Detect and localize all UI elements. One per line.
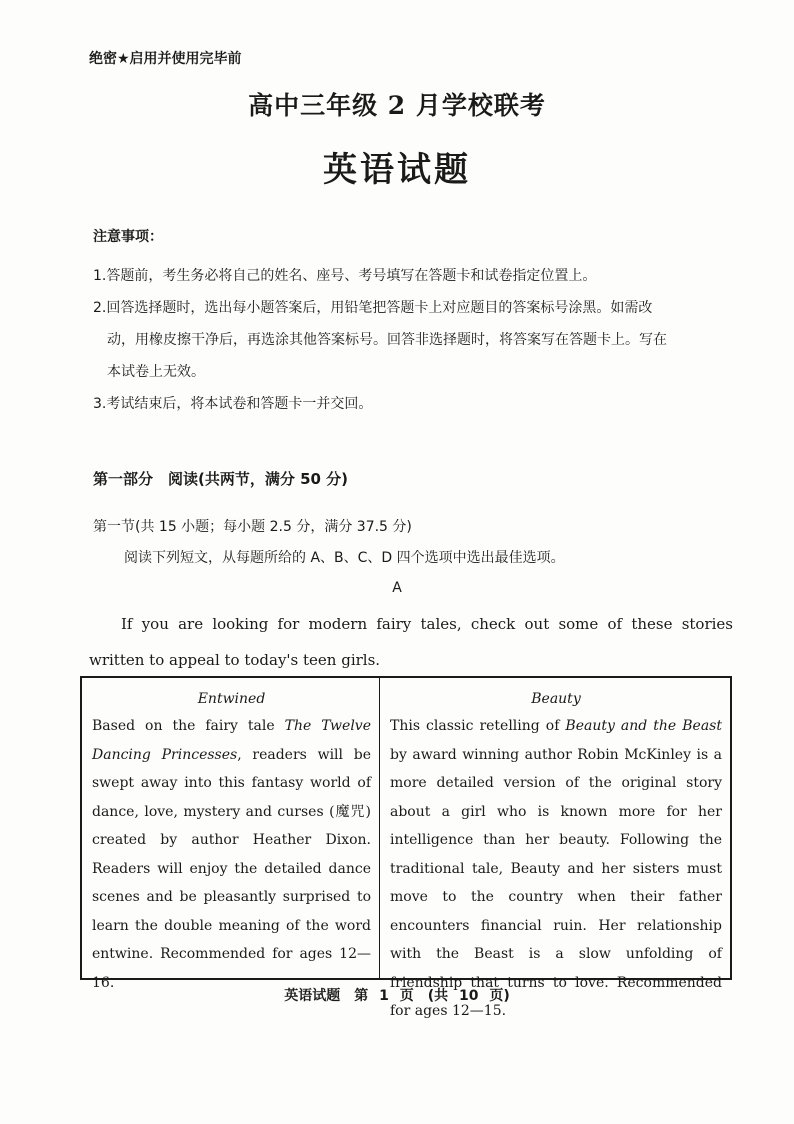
page-footer: 英语试题 第 1 页 (共 10 页) <box>284 988 510 1004</box>
book-cell-entwined <box>82 678 380 991</box>
notice-item-text: 3.考试结束后，将本试卷和答题卡一并交回。 <box>93 396 373 412</box>
book-description-text: , readers will be swept away into this fantasy world of dance, love, mystery and curses (魔咒) created by author Heather Dixon. Readers will enjoy the detailed dance scenes and be pleasantly surprised to learn the double meaning of the word entwine. Recommended for ages 12—16. <box>92 746 371 991</box>
notice-item-text: 2.回答选择题时，选出每小题答案后，用铅笔把答题卡上对应题目的答案标号涂黑。如需改 <box>93 300 653 316</box>
book-description-text: This classic retelling of <box>390 718 566 734</box>
part-heading: 第一部分 阅读(共两节，满分 50 分) <box>93 470 349 488</box>
notice-block <box>93 226 743 420</box>
notice-item <box>93 388 743 420</box>
section-heading: 第一节(共 15 小题；每小题 2.5 分，满分 37.5 分) <box>93 519 412 535</box>
book-description <box>390 712 722 1026</box>
notice-item <box>93 292 743 388</box>
notice-item <box>93 260 743 292</box>
book-source-title: Beauty and the Beast <box>565 718 722 734</box>
notice-heading: 注意事项： <box>93 229 163 245</box>
notice-item-text: 1.答题前，考生务必将自己的姓名、座号、考号填写在答题卡和试卷指定位置上。 <box>93 268 597 284</box>
notice-item-continuation: 本试卷上无效。 <box>107 364 205 380</box>
section-instruction: 阅读下列短文，从每题所给的 A、B、C、D 四个选项中选出最佳选项。 <box>124 550 565 566</box>
book-title: Beauty <box>531 691 581 707</box>
passage-letter: A <box>392 580 402 596</box>
exam-title: 高中三年级 2 月学校联考 <box>248 91 546 120</box>
book-title: Entwined <box>197 691 266 707</box>
book-source-title: The Twelve Dancing Princesses <box>92 718 371 763</box>
subject-title: 英语试题 <box>323 150 471 190</box>
book-description-text: by award winning author Robin McKinley is a more detailed version of the original story about a girl who is known more for her intelligence than her beauty. Following the traditional tale, Beauty and her sisters must move to the country when their father encounters financial ruin. Her relationship with the Beast is a slow unfolding of friendship that turns to love. Recommended for ages 12—15. <box>390 746 722 1019</box>
passage-intro: If you are looking for modern fairy tales, check out some of these stories written to appeal to today's teen girls. <box>89 615 733 669</box>
notice-item-continuation: 动，用橡皮擦干净后，再选涂其他答案标号。回答非选择题时，将答案写在答题卡上。写在 <box>107 332 667 348</box>
book-description <box>92 712 371 997</box>
book-description-text: Based on the fairy tale <box>92 718 285 734</box>
confidential-label: 绝密★启用并使用完毕前 <box>89 51 242 67</box>
